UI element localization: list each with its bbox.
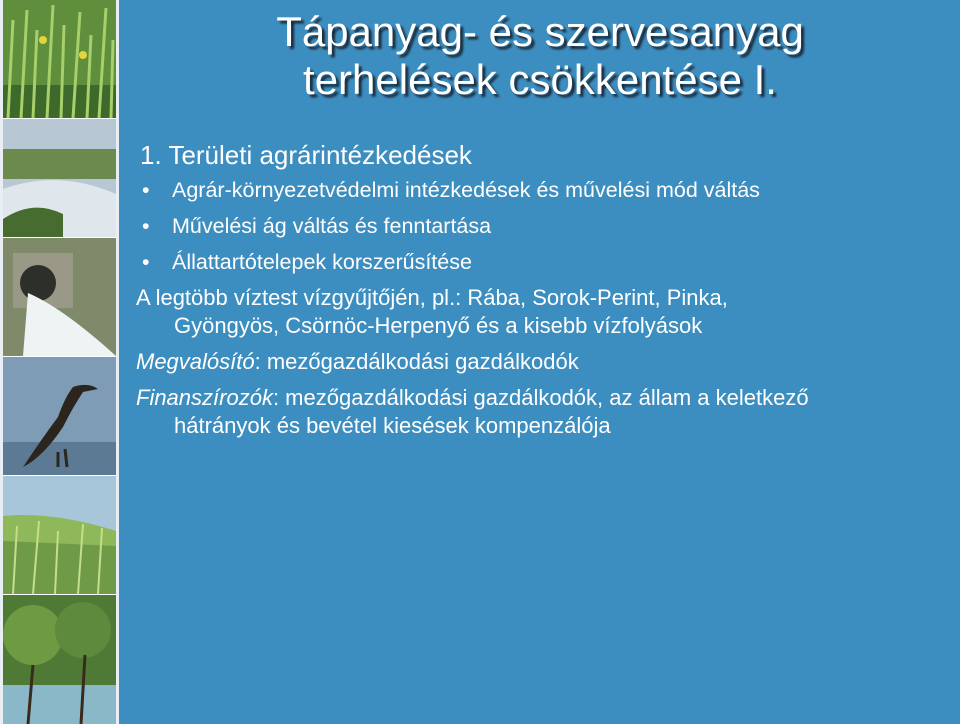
financers-text-indented: hátrányok és bevétel kiesések kompenzálója <box>174 413 611 438</box>
bullet-text: Művelési ág váltás és fenntartása <box>172 214 492 238</box>
title-line-2: terhelések csökkentése I. <box>303 56 777 103</box>
title-line-1: Tápanyag- és szervesanyag <box>276 8 804 55</box>
bullet-dot: • <box>142 178 150 202</box>
trees-photo <box>3 595 116 724</box>
slide-content <box>136 138 936 440</box>
paragraph-line-indented: Gyöngyös, Csörnöc-Herpenyő és a kisebb vízfolyások <box>174 313 703 338</box>
implementer-paragraph <box>136 348 936 376</box>
outfall-photo <box>3 238 116 357</box>
slide-title <box>150 8 930 104</box>
bullet-item <box>136 208 936 244</box>
cormorant-photo <box>3 357 116 476</box>
paragraph-line: A legtöbb víztest vízgyűjtőjén, pl.: Rába, Sorok-Perint, Pinka, <box>136 285 728 310</box>
bullet-item <box>136 244 936 280</box>
reeds-photo <box>3 0 116 119</box>
implementer-label: Megvalósító <box>136 349 255 374</box>
implementer-text: : mezőgazdálkodási gazdálkodók <box>254 349 579 374</box>
bullet-text: Agrár-környezetvédelmi intézkedések és művelési mód váltás <box>172 178 760 202</box>
financers-text: : mezőgazdálkodási gazdálkodók, az állam a keletkező <box>272 385 809 410</box>
bullet-dot: • <box>142 250 150 274</box>
water-bodies-paragraph <box>136 284 936 340</box>
bullet-item <box>136 172 936 208</box>
financers-paragraph <box>136 384 936 440</box>
photo-strip <box>0 0 119 724</box>
financers-label: Finanszírozók <box>136 385 273 410</box>
bullet-text: Állattartótelepek korszerűsítése <box>172 250 472 274</box>
river-photo <box>3 119 116 238</box>
grass-photo <box>3 476 116 595</box>
section-heading: 1. Területi agrárintézkedések <box>140 140 472 170</box>
bullet-dot: • <box>142 214 150 238</box>
